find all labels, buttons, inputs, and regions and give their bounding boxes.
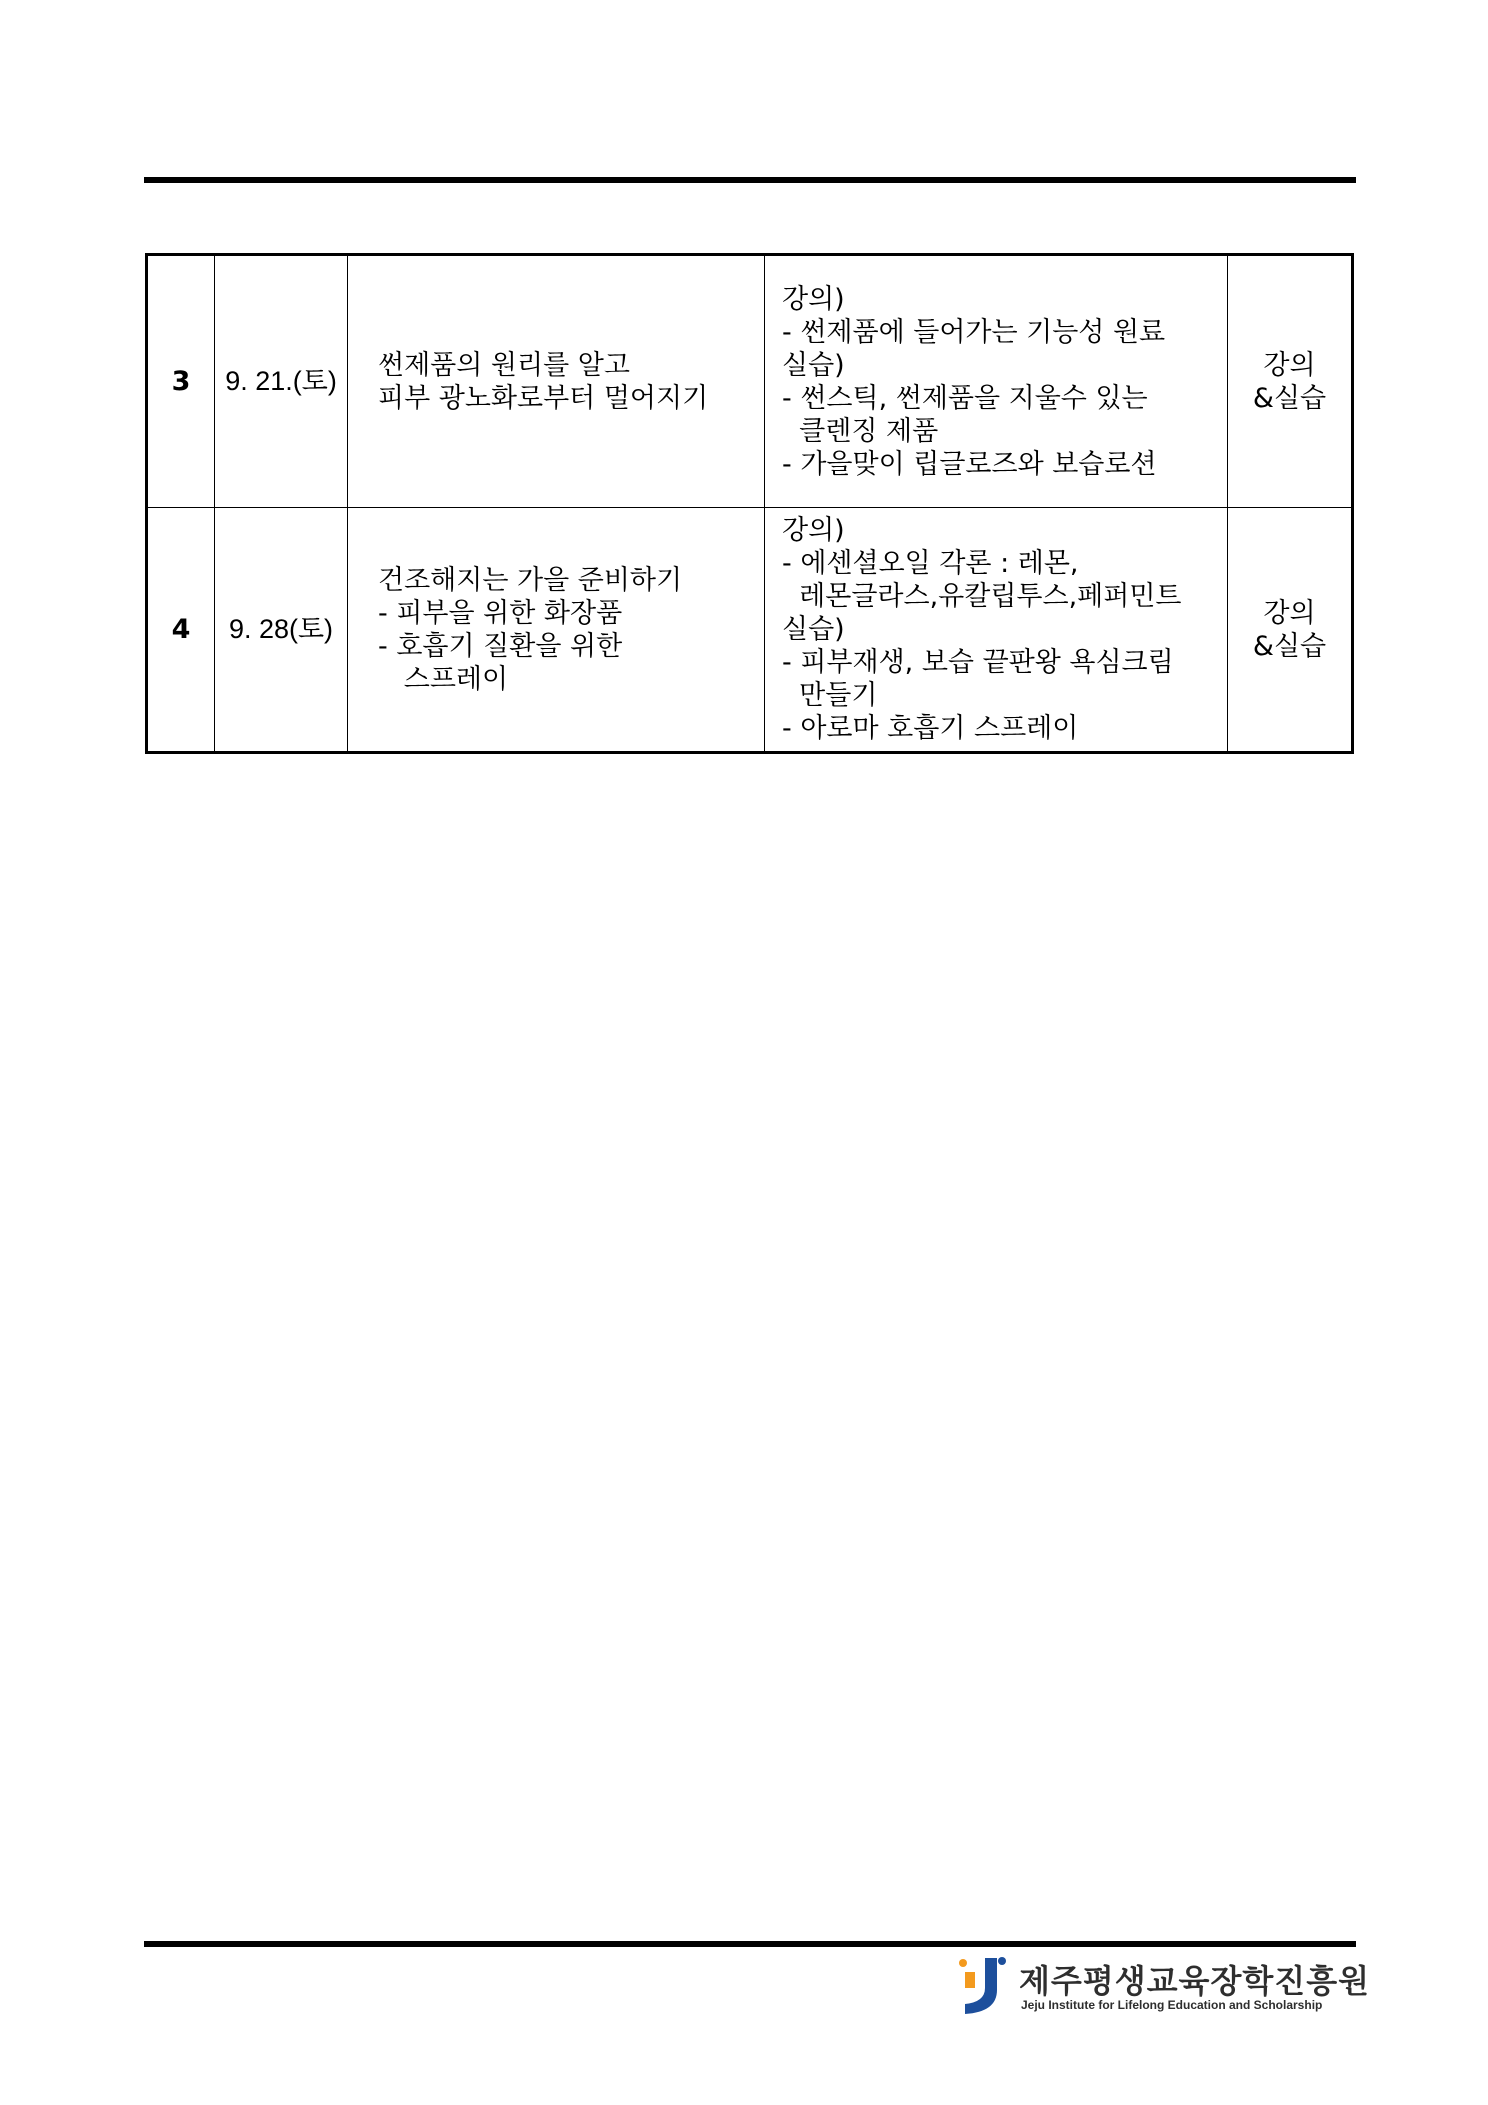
content-line: 강의) <box>782 515 845 546</box>
content-line: 클렌징 제품 <box>782 415 939 447</box>
title-line: 건조해지는 가을 준비하기 <box>378 564 683 596</box>
session-title <box>348 255 765 508</box>
week-number: 4 <box>147 508 215 753</box>
content-line: 만들기 <box>782 680 878 711</box>
method-line: &실습 <box>1252 382 1327 414</box>
session-method <box>1228 508 1353 753</box>
session-content <box>765 255 1228 508</box>
method-line: 강의 <box>1263 597 1316 629</box>
content-line: 레몬글라스,유칼립투스,페퍼민트 <box>782 581 1182 612</box>
title-line: 썬제품의 원리를 알고 <box>378 349 630 381</box>
method-line: &실습 <box>1252 630 1327 662</box>
institute-emblem-icon <box>955 1954 1011 2016</box>
title-line: - 피부을 위한 화장품 <box>378 597 623 629</box>
method-line: 강의 <box>1263 349 1316 381</box>
content-line: - 피부재생, 보습 끝판왕 욕심크림 <box>782 647 1174 678</box>
schedule-table <box>145 253 1354 754</box>
session-date: 9. 28(토) <box>215 508 348 753</box>
title-line: 스프레이 <box>378 663 509 695</box>
week-number: 3 <box>147 255 215 508</box>
content-line: - 아로마 호흡기 스프레이 <box>782 713 1079 744</box>
footer-rule <box>144 1941 1356 1947</box>
session-date: 9. 21.(토) <box>215 255 348 508</box>
content-line: - 에센셜오일 각론 : 레몬, <box>782 548 1079 579</box>
content-line: 강의) <box>782 283 845 315</box>
table-row <box>147 508 1353 753</box>
content-line: - 가을맞이 립글로즈와 보습로션 <box>782 448 1157 480</box>
session-method <box>1228 255 1353 508</box>
content-line: 실습) <box>782 614 845 645</box>
table-row <box>147 255 1353 508</box>
institute-name: 제주평생교육장학진흥원 <box>1019 1962 1371 2000</box>
title-line: - 호흡기 질환을 위한 <box>378 630 623 662</box>
session-content <box>765 508 1228 753</box>
header-rule <box>144 177 1356 183</box>
institute-logo <box>955 1954 1371 2016</box>
session-title <box>348 508 765 753</box>
content-line: - 썬제품에 들어가는 기능성 원료 <box>782 316 1166 348</box>
institute-subtitle: Jeju Institute for Lifelong Education and Scholarship <box>1021 1998 1323 2012</box>
content-line: - 썬스틱, 썬제품을 지울수 있는 <box>782 382 1148 414</box>
content-line: 실습) <box>782 349 845 381</box>
title-line: 피부 광노화로부터 멀어지기 <box>378 382 709 414</box>
